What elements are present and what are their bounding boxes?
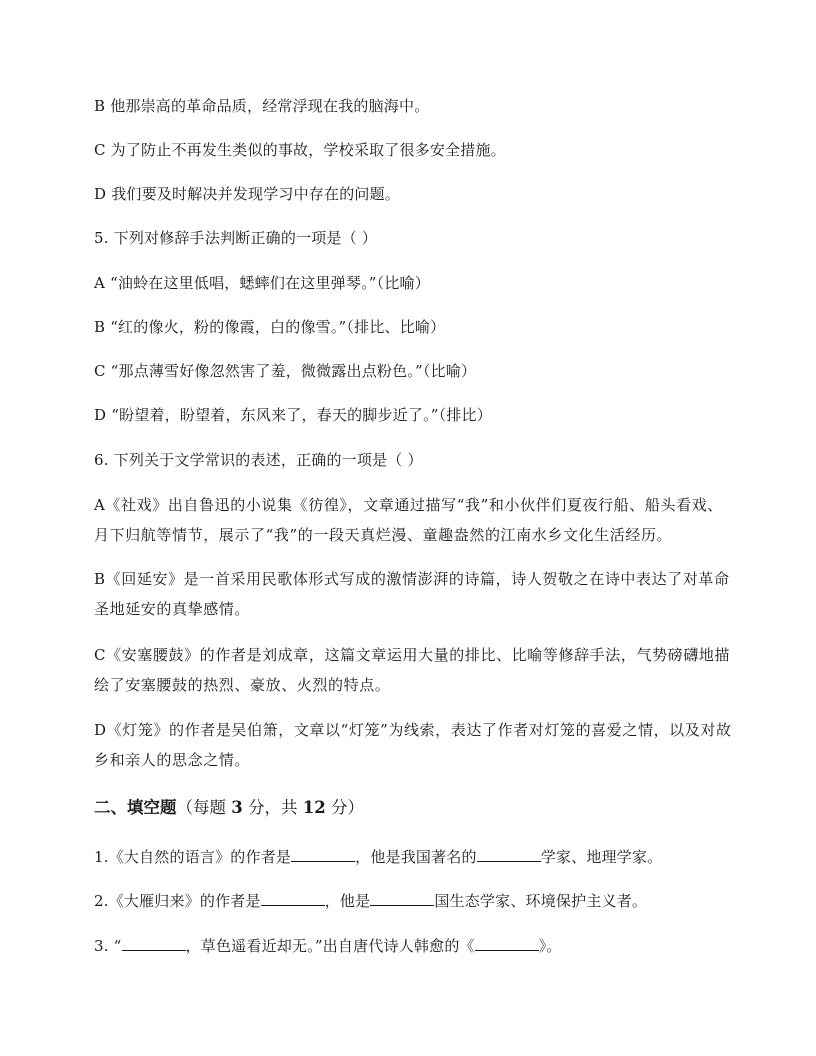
- section-score-per: 3: [231, 798, 243, 817]
- q4-option-b: B 他那崇高的革命品质，经常浮现在我的脑海中。: [94, 97, 430, 115]
- q6-option-d: D《灯笼》的作者是吴伯箫，文章以“灯笼”为线索，表达了作者对灯笼的喜爱之情，以及对故乡和亲人的思念之情。: [94, 721, 732, 769]
- fill-question-3: [94, 936, 562, 956]
- q6-option-a: A《社戏》出自鲁迅的小说集《彷徨》，文章通过描写“我”和小伙伴们夏夜行船、船头看戏、月下归航等情节，展示了“我”的一段天真烂漫、童趣盎然的江南水乡文化生活经历。: [94, 496, 723, 544]
- q6-stem: 6. 下列关于文学常识的表述，正确的一项是（ ）: [94, 451, 423, 469]
- section-score-total: 12: [302, 798, 326, 817]
- fill-q1-text-a: 1.《大自然的语言》的作者是: [94, 848, 292, 866]
- q4-option-c: C 为了防止不再发生类似的事故，学校采取了很多安全措施。: [94, 141, 506, 159]
- fill-q3-text-c: 》。: [538, 937, 562, 955]
- fill-question-1: [94, 847, 662, 867]
- fill-q2-text-a: 2.《大雁归来》的作者是: [94, 892, 261, 910]
- answer-blank[interactable]: [261, 891, 325, 906]
- fill-q2-text-c: 国生态学家、环境保护主义者。: [434, 892, 648, 910]
- q5-stem: 5. 下列对修辞手法判断正确的一项是（ ）: [94, 229, 378, 247]
- fill-q3-text-b: ，草色遥看近却无。”出自唐代诗人韩愈的《: [185, 937, 475, 955]
- fill-q1-text-c: 学家、地理学家。: [540, 848, 663, 866]
- answer-blank[interactable]: [291, 847, 355, 862]
- answer-blank[interactable]: [122, 936, 186, 951]
- q5-option-d: D “盼望着，盼望着，东风来了，春天的脚步近了。”（排比）: [94, 406, 492, 424]
- q4-option-d: D 我们要及时解决并发现学习中存在的问题。: [94, 185, 400, 203]
- section-score-mid: 分，共: [242, 798, 303, 817]
- answer-blank[interactable]: [475, 936, 539, 951]
- answer-blank[interactable]: [477, 847, 541, 862]
- fill-q1-text-b: ，他是我国著名的: [355, 848, 477, 866]
- q6-option-b: B《回延安》是一首采用民歌体形式写成的激情澎湃的诗篇，诗人贺敬之在诗中表达了对革命圣地延安的真挚感情。: [94, 570, 730, 618]
- q6-option-c: C《安塞腰鼓》的作者是刘成章，这篇文章运用大量的排比、比喻等修辞手法，气势磅礴地描绘了安塞腰鼓的热烈、豪放、火烈的特点。: [94, 646, 731, 694]
- section-title: 二、填空题: [94, 798, 177, 817]
- section-score-prefix: （每题: [176, 798, 232, 817]
- section-score-suffix: 分）: [325, 798, 364, 817]
- section-heading: [94, 797, 364, 819]
- fill-q2-text-b: ，他是: [324, 892, 371, 910]
- fill-question-2: [94, 891, 647, 911]
- q5-option-a: A “油蛉在这里低唱，蟋蟀们在这里弹琴。”（比喻）: [94, 274, 430, 292]
- q5-option-c: C “那点薄雪好像忽然害了羞，微微露出点粉色。”（比喻）: [94, 362, 477, 380]
- q5-option-b: B “红的像火，粉的像霞，白的像雪。”（排比、比喻）: [94, 318, 446, 336]
- answer-blank[interactable]: [370, 891, 434, 906]
- fill-q3-text-a: 3. “: [94, 937, 122, 955]
